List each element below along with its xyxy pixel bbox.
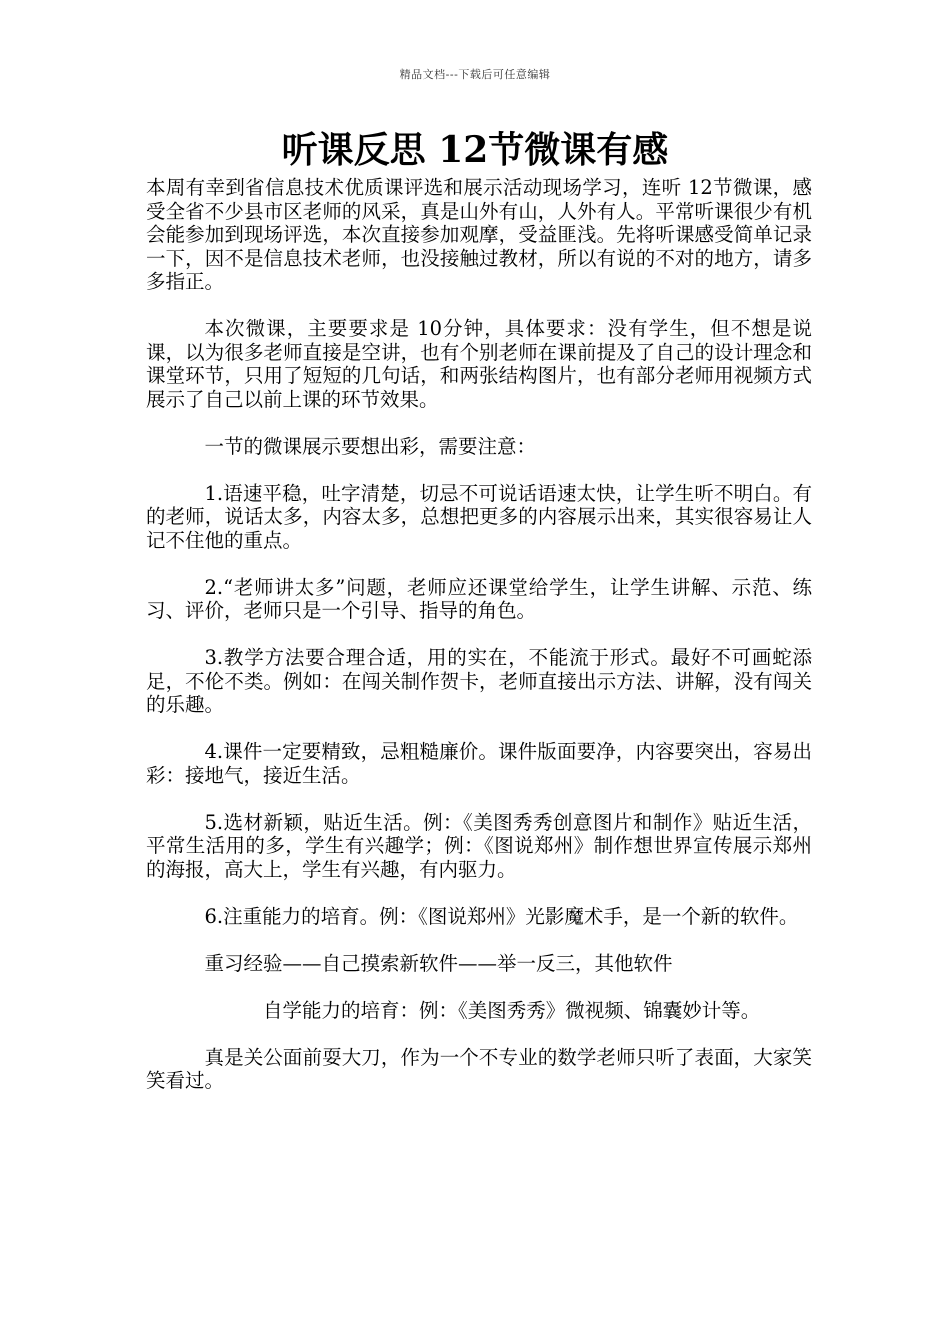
page-header-note: 精品文档---下载后可任意编辑	[399, 68, 551, 81]
paragraph-intro: 本周有幸到省信息技术优质课评选和展示活动现场学习，连听 12节微课，感受全省不少县市区老师的风采，真是山外有山，人外有人。平常听课很少有机会能参加到现场评选，本次直接参加观摩，受益匪浅。先将听课感受简单记录一下，因不是信息技术老师，也没接触过教材，所以有说的不对的地方，请多多指正。	[146, 176, 812, 293]
paragraph-point-5: 5.选材新颖，贴近生活。例：《美图秀秀创意图片和制作》贴近生活，平常生活用的多，学生有兴趣学；例：《图说郑州》制作想世界宣传展示郑州的海报，高大上，学生有兴趣，有内驱力。	[146, 810, 812, 881]
paragraph-point-6: 6.注重能力的培育。例：《图说郑州》光影魔术手，是一个新的软件。	[204, 904, 799, 928]
paragraph-notice: 一节的微课展示要想出彩，需要注意：	[204, 434, 537, 458]
paragraph-self-study: 自学能力的培育：例：《美图秀秀》微视频、锦囊妙计等。	[263, 998, 761, 1022]
paragraph-experience: 重习经验——自己摸索新软件——举一反三，其他软件	[204, 951, 673, 975]
paragraph-point-1: 1.语速平稳，吐字清楚，切忌不可说话语速太快，让学生听不明白。有的老师，说话太多，内容太多，总想把更多的内容展示出来，其实很容易让人记不住他的重点。	[146, 481, 812, 552]
document-title: 听课反思 12节微课有感	[281, 129, 669, 171]
paragraph-point-4: 4.课件一定要精致，忌粗糙廉价。课件版面要净，内容要突出，容易出彩：接地气，接近生活。	[146, 740, 812, 787]
paragraph-point-2: 2.“老师讲太多”问题，老师应还课堂给学生，让学生讲解、示范、练习、评价，老师只是一个引导、指导的角色。	[146, 575, 812, 622]
paragraph-point-3: 3.教学方法要合理合适，用的实在，不能流于形式。最好不可画蛇添足，不伦不类。例如：在闯关制作贺卡，老师直接出示方法、讲解，没有闯关的乐趣。	[146, 646, 812, 716]
paragraph-requirements: 本次微课，主要要求是 10分钟，具体要求：没有学生，但不想是说课，以为很多老师直接是空讲，也有个别老师在课前提及了自己的设计理念和课堂环节，只用了短短的几句话，和两张结构图片，也有部分老师用视频方式展示了自己以前上课的环节效果。	[146, 317, 812, 411]
document-body	[146, 176, 812, 1116]
paragraph-closing: 真是关公面前耍大刀，作为一个不专业的数学老师只听了表面，大家笑笑看过。	[146, 1045, 812, 1092]
